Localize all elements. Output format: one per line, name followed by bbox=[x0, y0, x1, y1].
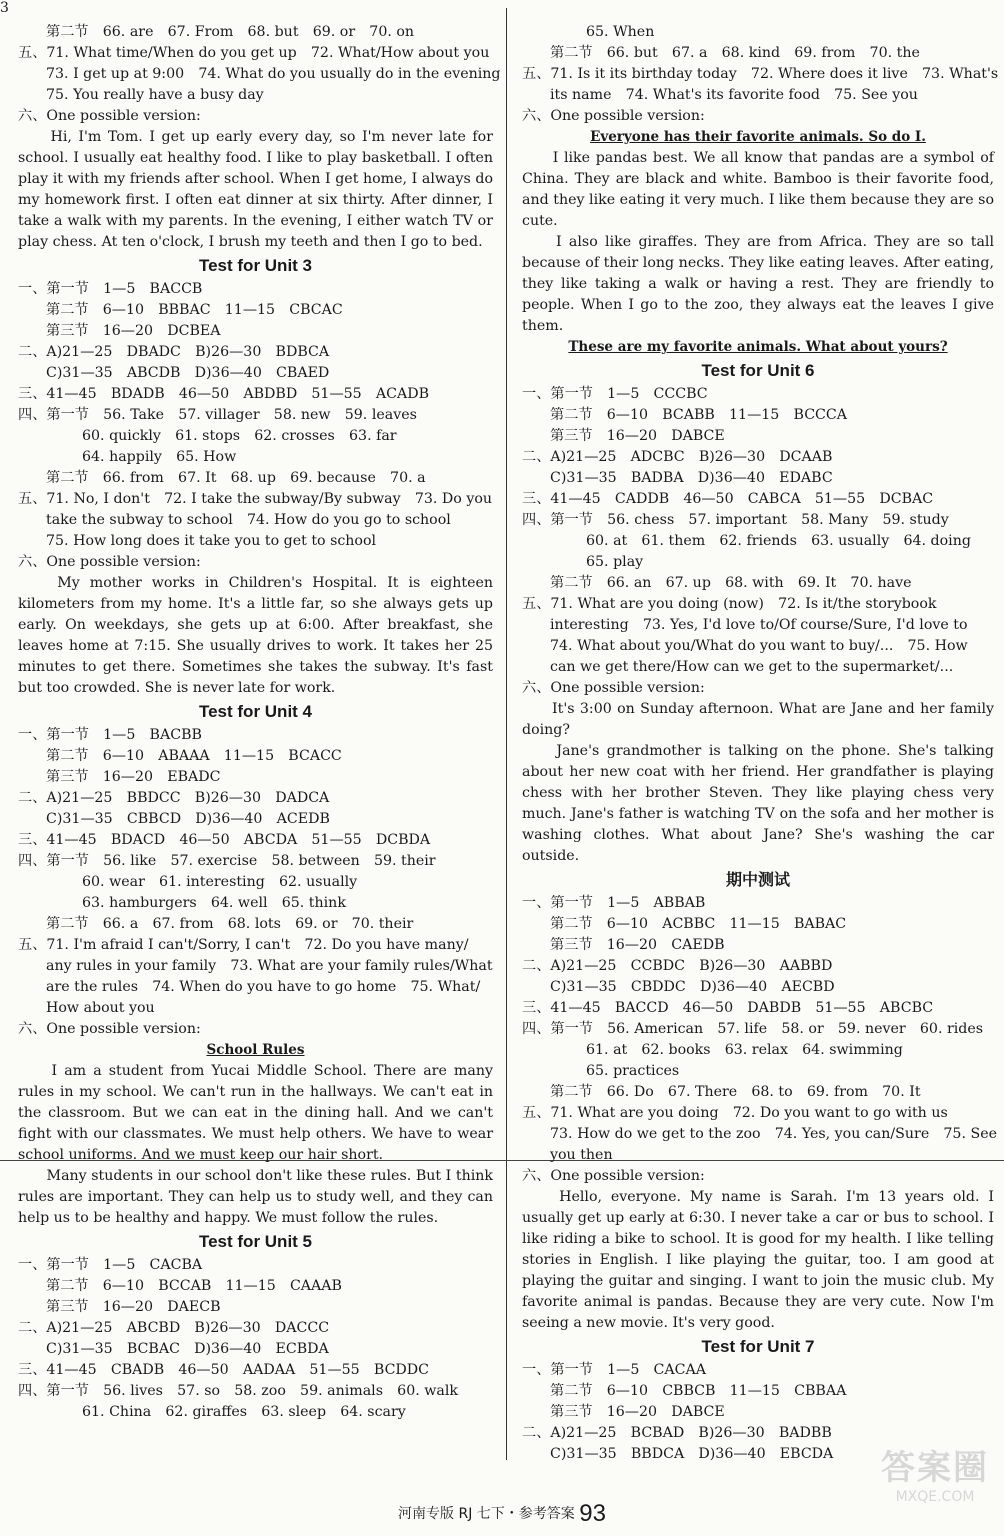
answer-line: 第三节 16—20 DCBEA bbox=[46, 323, 221, 339]
answer-line: 65. play bbox=[586, 554, 644, 570]
section-heading: Test for Unit 5 bbox=[198, 1232, 313, 1251]
answer-line: interesting 73. Yes, I'd love to/Of course/Sure, I'd love to bbox=[550, 617, 968, 633]
corner-mark: 3 bbox=[0, 0, 9, 16]
answer-line: 六、One possible version: bbox=[522, 680, 705, 696]
watermark-url: MXQE.COM bbox=[895, 1489, 975, 1505]
answer-line: C)31—35 BADBA D)36—40 EDABC bbox=[550, 470, 833, 486]
answer-line: 74. What about you/What do you want to buy/... 75. How bbox=[550, 638, 968, 654]
answer-line: 65. When bbox=[586, 24, 655, 40]
section-heading: Test for Unit 4 bbox=[198, 702, 313, 721]
answer-line: C)31—35 CBDDC D)36—40 AECBD bbox=[550, 979, 835, 995]
answer-line: 第三节 16—20 DABCE bbox=[550, 1404, 725, 1420]
essay-title: These are my favorite animals. What about yours? bbox=[568, 339, 948, 355]
answer-line: are the rules 74. When do you have to go home 75. What/ bbox=[46, 979, 481, 995]
answer-line: 四、第一节 56. chess 57. important 58. Many 59. study bbox=[522, 512, 949, 528]
answer-line: 61. at 62. books 63. relax 64. swimming bbox=[586, 1042, 903, 1058]
answer-line: 二、A)21—25 CCBDC B)26—30 AABBD bbox=[522, 958, 833, 974]
essay-title: School Rules bbox=[206, 1042, 305, 1058]
section-heading: Test for Unit 7 bbox=[701, 1337, 815, 1356]
essay-paragraph: Hi, I'm Tom. I get up early every day, so I'm never late for school. I usually eat healthy food. I like to play basketball. I often play it with my friends after school. When I get home, I always do my homework first. I often eat dinner at six thirty. After dinner, I take a walk with my parents. In the evening, I either watch TV or play chess. At ten o'clock, I brush my teeth and then I go to bed. bbox=[18, 129, 493, 250]
answer-line: 五、71. What are you doing 72. Do you want to go with us bbox=[522, 1105, 948, 1121]
page-footer bbox=[0, 1500, 1004, 1528]
essay-paragraph: Many students in our school don't like these rules. But I think rules are important. They can help us to study well, and they can help us to be healthy and happy. We must follow the rules. bbox=[18, 1168, 493, 1226]
answer-line: 三、41—45 CBADB 46—50 AADAA 51—55 BCDDC bbox=[18, 1362, 430, 1378]
answer-line: 第三节 16—20 DABCE bbox=[550, 428, 725, 444]
answer-line: 三、41—45 CADDB 46—50 CABCA 51—55 DCBAC bbox=[522, 491, 934, 507]
answer-line: 四、第一节 56. American 57. life 58. or 59. never 60. rides bbox=[522, 1021, 984, 1037]
answer-line: 二、A)21—25 BCBAD B)26—30 BADBB bbox=[522, 1425, 832, 1441]
answer-line: 三、41—45 BDACD 46—50 ABCDA 51—55 DCBDA bbox=[18, 832, 431, 848]
essay-paragraph: Hello, everyone. My name is Sarah. I'm 13 years old. I usually get up early at 6:30. I never take a car or bus to school. I like riding a bike to school. It is good for my health. I like telling stories in English. I like playing the guitar, too. I am good at playing the guitar and singing. I want to join the music club. My favorite animal is pandas. Because they are very cute. Now I'm seeing a new movie. It's very good. bbox=[522, 1189, 994, 1331]
answer-line: 五、71. No, I don't 72. I take the subway/By subway 73. Do you bbox=[18, 491, 493, 507]
answer-line: 第二节 6—10 CBBCB 11—15 CBBAA bbox=[550, 1383, 847, 1399]
answer-line: 六、One possible version: bbox=[18, 108, 201, 124]
answer-line: 六、One possible version: bbox=[18, 554, 201, 570]
essay-title: Everyone has their favorite animals. So do I. bbox=[590, 129, 926, 145]
left-column bbox=[18, 22, 501, 1423]
watermark-logo bbox=[870, 1440, 1000, 1530]
answer-line: 一、第一节 1—5 ABBAB bbox=[522, 895, 706, 911]
answer-line: 第二节 6—10 ACBBC 11—15 BABAC bbox=[550, 916, 847, 932]
answer-line: 第二节 6—10 BBBAC 11—15 CBCAC bbox=[46, 302, 343, 318]
section-heading: Test for Unit 6 bbox=[701, 361, 815, 380]
answer-line: 一、第一节 1—5 CCCBC bbox=[522, 386, 708, 402]
answer-line: 一、第一节 1—5 BACCB bbox=[18, 281, 203, 297]
answer-line: 73. How do we get to the zoo 74. Yes, you can/Sure 75. See bbox=[550, 1126, 997, 1142]
answer-line: C)31—35 ABCDB D)36—40 CBAED bbox=[46, 365, 330, 381]
answer-line: 五、71. What time/When do you get up 72. What/How about you bbox=[18, 45, 490, 61]
answer-line: 二、A)21—25 DBADC B)26—30 BDBCA bbox=[18, 344, 330, 360]
answer-line: 第二节 66. Do 67. There 68. to 69. from 70. It bbox=[550, 1084, 921, 1100]
answer-line: 第三节 16—20 DAECB bbox=[46, 1299, 221, 1315]
answer-line: 第三节 16—20 EBADC bbox=[46, 769, 221, 785]
watermark-title: 答案圈 bbox=[881, 1448, 989, 1488]
answer-line: C)31—35 BBDCA D)36—40 EBCDA bbox=[550, 1446, 834, 1462]
answer-line: 73. I get up at 9:00 74. What do you usually do in the evening bbox=[46, 66, 501, 82]
answer-line: its name 74. What's its favorite food 75. See you bbox=[550, 87, 918, 103]
answer-line: can we get there/How can we get to the supermarket/... bbox=[550, 659, 954, 675]
answer-line: 六、One possible version: bbox=[522, 1168, 705, 1184]
answer-line: 六、One possible version: bbox=[18, 1021, 201, 1037]
answer-line: 第二节 66. from 67. It 68. up 69. because 70. a bbox=[46, 470, 426, 486]
answer-line: take the subway to school 74. How do you go to school bbox=[46, 512, 451, 528]
answer-line: 二、A)21—25 ABCBD B)26—30 DACCC bbox=[18, 1320, 330, 1336]
answer-line: 60. quickly 61. stops 62. crosses 63. far bbox=[82, 428, 397, 444]
answer-line: 75. How long does it take you to get to school bbox=[46, 533, 377, 549]
essay-paragraph: I am a student from Yucai Middle School. There are many rules in my school. We can't run in the hallways. We can't eat in the classroom. But we can eat in the dining hall. And we can't fight with our classmates. We must help others. We have to wear school uniforms. And we must keep our hair short. bbox=[18, 1063, 493, 1163]
answer-line: 一、第一节 1—5 BACBB bbox=[18, 727, 202, 743]
answer-line: 三、41—45 BACCD 46—50 DABDB 51—55 ABCBC bbox=[522, 1000, 934, 1016]
answer-line: 第三节 16—20 CAEDB bbox=[550, 937, 725, 953]
answer-line: 二、A)21—25 ADCBC B)26—30 DCAAB bbox=[522, 449, 833, 465]
answer-line: C)31—35 BCBAC D)36—40 ECBDA bbox=[46, 1341, 329, 1357]
answer-line: 四、第一节 56. Take 57. villager 58. new 59. leaves bbox=[18, 407, 417, 423]
answer-line: 第二节 66. are 67. From 68. but 69. or 70. on bbox=[46, 24, 415, 40]
answer-line: 六、One possible version: bbox=[522, 108, 705, 124]
answer-line: 四、第一节 56. like 57. exercise 58. between 59. their bbox=[18, 853, 436, 869]
answer-line: 第二节 66. an 67. up 68. with 69. It 70. have bbox=[550, 575, 912, 591]
answer-line: 60. at 61. them 62. friends 63. usually 64. doing bbox=[586, 533, 971, 549]
essay-paragraph: It's 3:00 on Sunday afternoon. What are Jane and her family doing? bbox=[522, 701, 994, 738]
answer-line: 60. wear 61. interesting 62. usually bbox=[82, 874, 358, 890]
page-number: 93 bbox=[579, 1500, 606, 1527]
answer-line: 二、A)21—25 BBDCC B)26—30 DADCA bbox=[18, 790, 330, 806]
essay-paragraph: My mother works in Children's Hospital. It is eighteen kilometers from my home. It's a little far, so she always gets up early. On weekdays, she gets up at 6:00. After breakfast, she leaves home at 7:15. She usually drives to work. It takes her 25 minutes to get there. Sometimes she takes the subway. It's fast but too crowded. She is never late for work. bbox=[18, 575, 493, 696]
answer-line: 五、71. I'm afraid I can't/Sorry, I can't 72. Do you have many/ bbox=[18, 937, 469, 953]
answer-line: 第二节 66. but 67. a 68. kind 69. from 70. the bbox=[550, 45, 920, 61]
answer-line: 第二节 6—10 BCCAB 11—15 CAAAB bbox=[46, 1278, 342, 1294]
answer-line: 五、71. What are you doing (now) 72. Is it/the storybook bbox=[522, 596, 937, 612]
column-divider bbox=[506, 8, 507, 1460]
answer-line: 一、第一节 1—5 CACAA bbox=[522, 1362, 707, 1378]
answer-line: any rules in your family 73. What are your family rules/What bbox=[46, 958, 493, 974]
answer-line: 75. You really have a busy day bbox=[46, 87, 264, 103]
answer-line: 63. hamburgers 64. well 65. think bbox=[82, 895, 346, 911]
section-heading: 期中测试 bbox=[725, 870, 790, 889]
essay-paragraph: Jane's grandmother is talking on the phone. She's talking about her new coat with her friend. Her grandfather is playing chess with her brother Steven. They like playing chess very much. Jane's father is watching TV on the sofa and her mother is washing clothes. What about Jane? She's washing the car outside. bbox=[522, 743, 994, 864]
answer-line: 第二节 66. a 67. from 68. lots 69. or 70. their bbox=[46, 916, 414, 932]
answer-line: 第二节 6—10 BCABB 11—15 BCCCA bbox=[550, 407, 848, 423]
answer-line: 三、41—45 BDADB 46—50 ABDBD 51—55 ACADB bbox=[18, 386, 430, 402]
answer-line: 一、第一节 1—5 CACBA bbox=[18, 1257, 203, 1273]
answer-line: How about you bbox=[46, 1000, 155, 1016]
essay-paragraph: I like pandas best. We all know that pandas are a symbol of China. They are black and white. Bamboo is their favorite food, and they like eating it very much. I like them because they are so cute. bbox=[522, 150, 994, 229]
section-heading: Test for Unit 3 bbox=[198, 256, 313, 275]
essay-paragraph: I also like giraffes. They are from Africa. They are so tall because of their long necks. They like eating leaves. After eating, they like taking a walk or having a rest. They are friendly to people. When I go to the zoo, they always eat the leaves I give them. bbox=[522, 234, 994, 334]
answer-line: 五、71. Is it its birthday today 72. Where does it live 73. What's bbox=[522, 66, 999, 82]
answer-line: 64. happily 65. How bbox=[82, 449, 237, 465]
answer-line: 第二节 6—10 ABAAA 11—15 BCACC bbox=[46, 748, 342, 764]
footer-text: 河南专版 RJ 七下・参考答案 bbox=[398, 1506, 575, 1522]
answer-line: 65. practices bbox=[586, 1063, 680, 1079]
right-column bbox=[522, 22, 999, 1465]
answer-line: C)31—35 CBBCD D)36—40 ACEDB bbox=[46, 811, 330, 827]
answer-line: 61. China 62. giraffes 63. sleep 64. scary bbox=[82, 1404, 406, 1420]
answer-line: 四、第一节 56. lives 57. so 58. zoo 59. animals 60. walk bbox=[18, 1383, 458, 1399]
answer-line: you then bbox=[550, 1147, 613, 1163]
